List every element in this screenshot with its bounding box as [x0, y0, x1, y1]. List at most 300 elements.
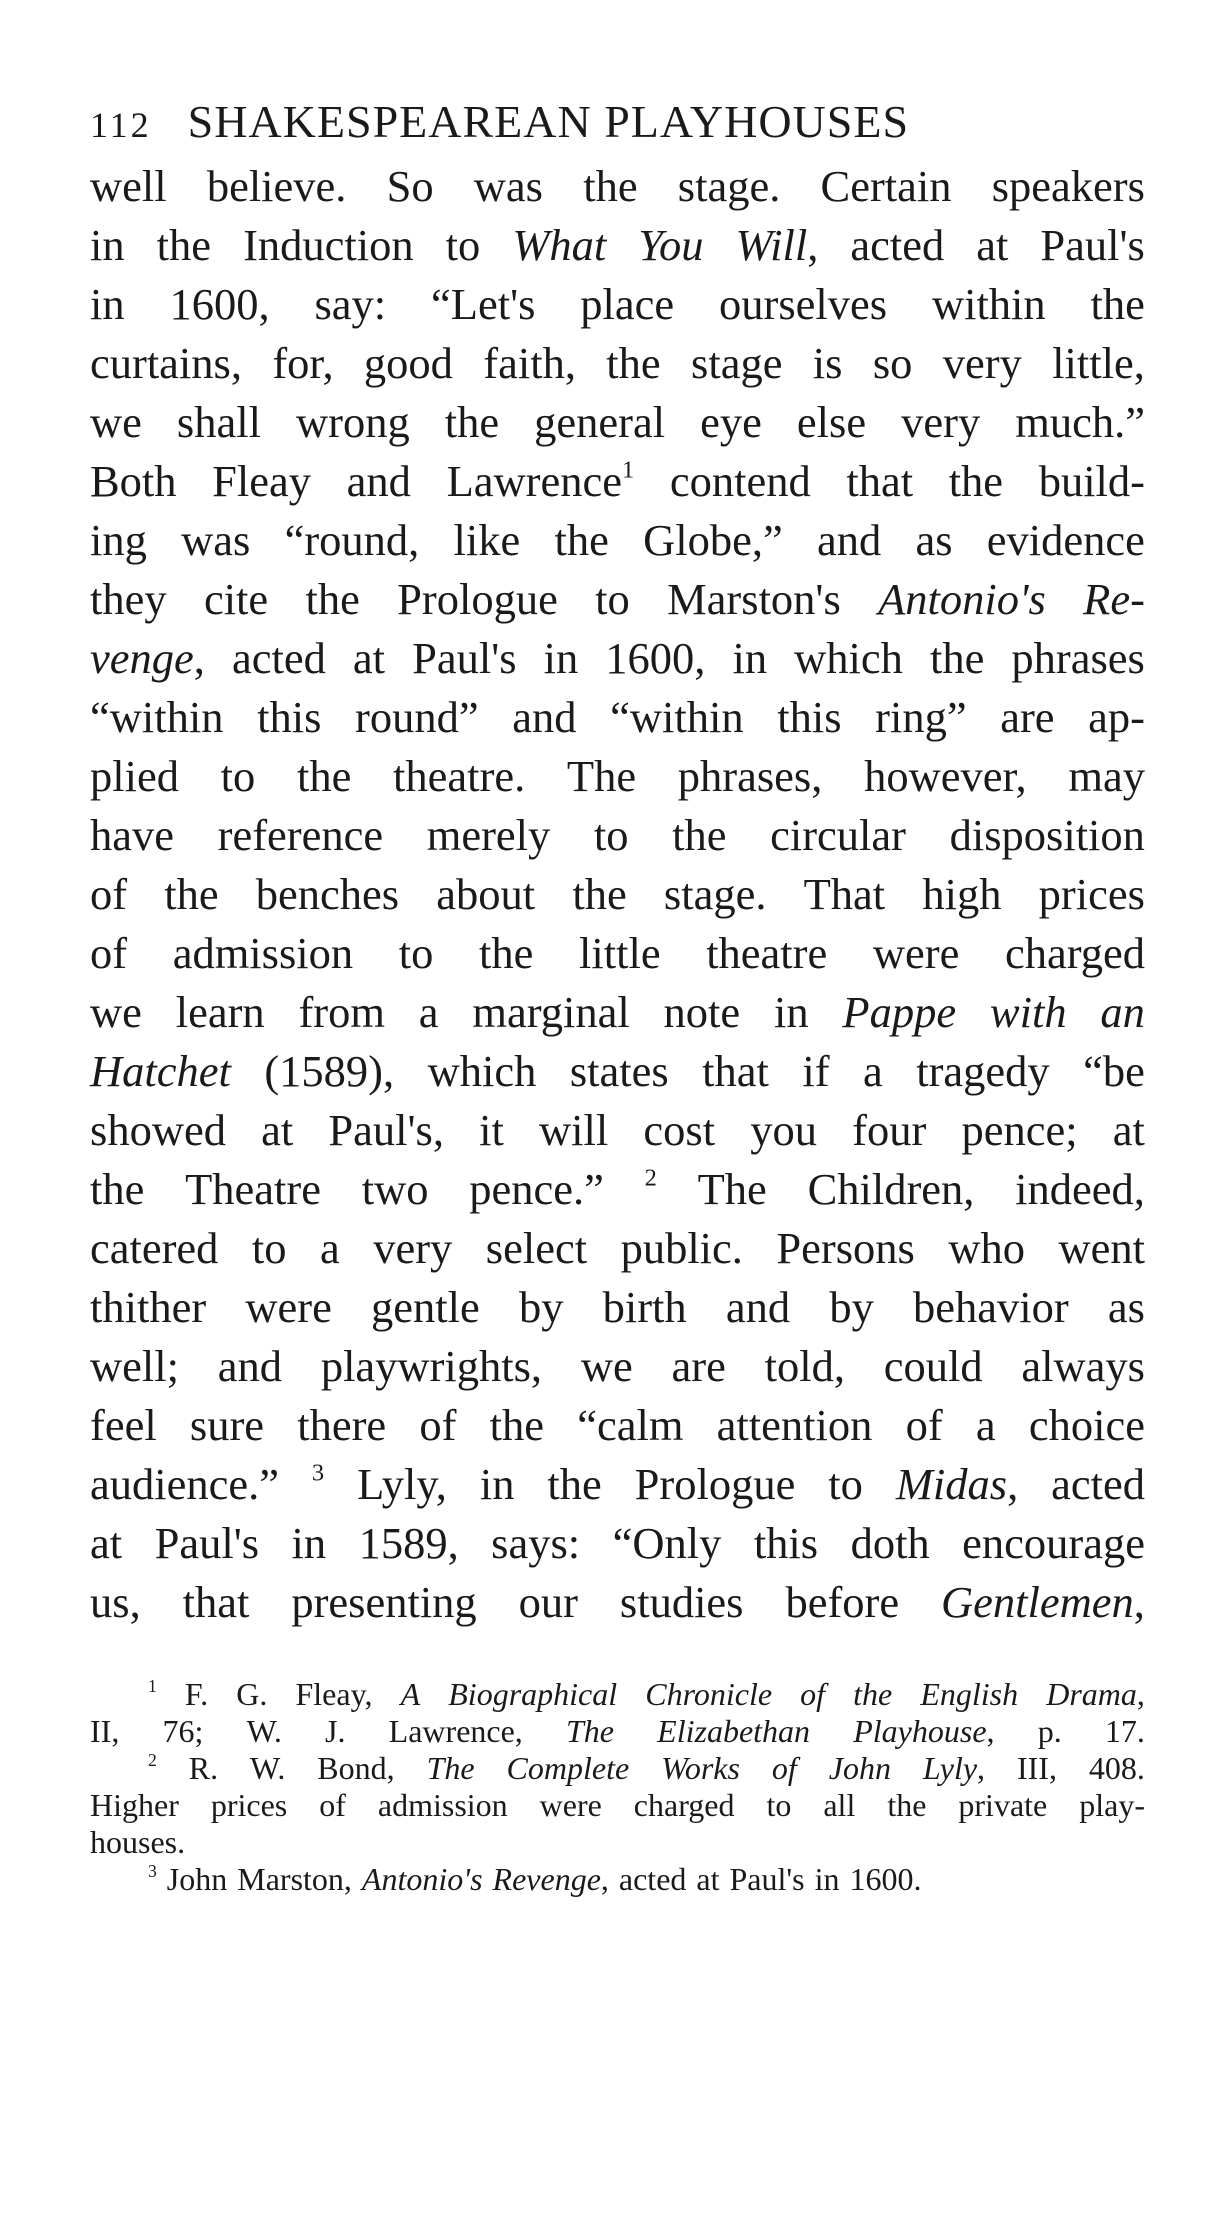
footnote-marker: 1 [621, 456, 635, 484]
word: Revenge, [492, 1861, 609, 1897]
word: public. [620, 1223, 743, 1273]
word: told, [764, 1341, 845, 1391]
word: feel [90, 1400, 157, 1450]
word: of [319, 1787, 346, 1823]
word: The [697, 1164, 767, 1214]
word [800, 1676, 825, 1713]
word: of [905, 1400, 943, 1450]
word: the [554, 515, 609, 565]
word [362, 1861, 483, 1898]
word: Paul's [1040, 220, 1145, 270]
word: the [305, 574, 360, 624]
word: to [595, 574, 630, 624]
word: Paul's [154, 1518, 260, 1568]
word: admission [377, 1787, 508, 1823]
word: John [166, 1861, 228, 1897]
word: eye [700, 397, 762, 447]
word: theatre [706, 928, 828, 978]
word [638, 216, 703, 275]
word: select [485, 1223, 588, 1273]
italic-title: Midas [895, 1459, 1008, 1509]
word [148, 1676, 157, 1713]
word [842, 983, 956, 1042]
word: Theatre [185, 1164, 321, 1214]
italic-title: Playhouse [853, 1713, 987, 1749]
italic-title: The [426, 1750, 475, 1786]
italic-title: the [853, 1676, 893, 1712]
word: Playhouse, [853, 1713, 995, 1749]
word [507, 1750, 630, 1787]
text-line [90, 865, 1145, 924]
word: F. [184, 1676, 209, 1712]
word: Fleay, [295, 1676, 373, 1712]
word: reference [217, 810, 384, 860]
italic-title: Gentlemen [941, 1577, 1134, 1627]
word: ing [90, 515, 147, 565]
word [878, 570, 1046, 629]
footnote-line [90, 1824, 1145, 1861]
word: theatre. [393, 751, 526, 801]
word: evidence [986, 515, 1145, 565]
word: the [948, 456, 1004, 506]
text-line [90, 1514, 1145, 1573]
word: private [958, 1787, 1048, 1823]
word: the [156, 220, 212, 270]
word: are [671, 1341, 726, 1391]
word: “within [610, 692, 744, 742]
word: Prologue [397, 574, 558, 624]
word [990, 983, 1067, 1042]
word: a [863, 1046, 883, 1096]
text-line [90, 1337, 1145, 1396]
italic-title: Works [661, 1750, 740, 1786]
word: of [90, 869, 128, 919]
word: so [872, 338, 913, 388]
word: a [320, 1223, 340, 1273]
word: about [436, 869, 536, 919]
word: encourage [962, 1518, 1145, 1568]
italic-title: of [800, 1676, 826, 1712]
word: disposition [949, 810, 1145, 860]
word [148, 1861, 157, 1898]
italic-title: Biographical [448, 1676, 618, 1712]
footnote-line [90, 1861, 1145, 1898]
page-number: 112 [90, 105, 152, 145]
word: we [580, 1341, 633, 1391]
italic-title: of [771, 1750, 797, 1786]
text-line [90, 629, 1145, 688]
word: have [90, 810, 175, 860]
word: 17. [1104, 1713, 1145, 1749]
word [645, 1160, 657, 1219]
word: That [803, 869, 886, 919]
word: Marston, [237, 1861, 352, 1897]
word: this [777, 692, 842, 742]
word: acted [1051, 1459, 1145, 1509]
italic-title: Antonio's [361, 1861, 483, 1897]
word: it [479, 1105, 504, 1155]
word: and [512, 692, 577, 742]
word: Paul's [729, 1861, 805, 1897]
italic-title: Chronicle [645, 1676, 773, 1712]
word: and [816, 515, 882, 565]
word: Lawrence$^1$ [446, 456, 635, 506]
word: stage [691, 338, 783, 388]
word: as [915, 515, 953, 565]
word: which [794, 633, 903, 683]
word: Lyly, [357, 1459, 447, 1509]
footnote-marker: 3 [148, 1860, 157, 1881]
word: like [453, 515, 521, 565]
word: very [373, 1223, 453, 1273]
text-line [90, 334, 1145, 393]
word: the [572, 869, 627, 919]
word: Bond, [317, 1750, 395, 1786]
word: to [766, 1787, 792, 1823]
word: at [90, 1518, 123, 1568]
word: says: [491, 1518, 581, 1568]
word: stage. [677, 161, 781, 211]
word: to [251, 1223, 287, 1273]
word: pence.” [469, 1164, 604, 1214]
footnote-marker: 1 [148, 1675, 157, 1696]
word: two [361, 1164, 429, 1214]
word: curtains, [90, 338, 242, 388]
word: to [398, 928, 434, 978]
italic-title: Pappe [842, 987, 957, 1037]
word: (1589), [264, 1046, 395, 1096]
word: Gentlemen, [941, 1577, 1145, 1627]
word: the [887, 1787, 927, 1823]
word: very [942, 338, 1022, 388]
word: else [796, 397, 867, 447]
word: went [1058, 1223, 1145, 1273]
word: place [580, 279, 675, 329]
word: in [732, 633, 768, 683]
word: are [1000, 692, 1055, 742]
word: round” [355, 692, 479, 742]
word: prices [1038, 869, 1145, 919]
word: four [852, 1105, 927, 1155]
word: the [672, 810, 727, 860]
italic-title: Complete [506, 1750, 630, 1786]
word: Midas, [895, 1459, 1019, 1509]
footnote-line [90, 1787, 1145, 1824]
word: speakers [991, 161, 1145, 211]
word: will [539, 1105, 609, 1155]
footnote-marker: 2 [148, 1749, 157, 1770]
word: cite [203, 574, 269, 624]
word: benches [255, 869, 400, 919]
word [148, 1750, 157, 1787]
word: admission [172, 928, 354, 978]
word: well; [90, 1341, 179, 1391]
book-page [90, 95, 1145, 1898]
word: Induction [243, 220, 414, 270]
text-line [90, 275, 1145, 334]
word: much.” [1015, 397, 1145, 447]
word: circular [770, 810, 906, 860]
word: our [518, 1577, 578, 1627]
word: was [181, 515, 251, 565]
word: the [90, 1164, 145, 1214]
word [920, 1676, 1018, 1713]
word: states [569, 1046, 669, 1096]
word: at [261, 1105, 294, 1155]
word: is [812, 338, 843, 388]
italic-title: Lyly [922, 1750, 978, 1786]
word: you [750, 1105, 818, 1155]
word: were [245, 1282, 332, 1332]
word: Lawrence, [388, 1713, 523, 1749]
word [661, 1750, 740, 1787]
word: the [296, 751, 352, 801]
italic-title: What [512, 220, 607, 270]
word: birth [602, 1282, 687, 1332]
word: build- [1038, 456, 1145, 506]
word: at [352, 633, 386, 683]
word: R. [188, 1750, 219, 1786]
word: marginal [472, 987, 630, 1037]
footnote-line [90, 1713, 1145, 1750]
word: plied [90, 751, 179, 801]
word: showed [90, 1105, 226, 1155]
word: play- [1079, 1787, 1145, 1823]
italic-title: Re- [1083, 574, 1145, 624]
word: “Let's [431, 279, 536, 329]
word: doth [850, 1518, 930, 1568]
word: as [1107, 1282, 1145, 1332]
word: attention [716, 1400, 873, 1450]
word: ap- [1088, 692, 1145, 742]
word: Children, [807, 1164, 975, 1214]
word: “calm [577, 1400, 684, 1450]
running-title: SHAKESPEAREAN PLAYHOUSES [187, 96, 910, 147]
italic-title: Hatchet [90, 1046, 231, 1096]
word: little [579, 928, 661, 978]
word [401, 1676, 421, 1713]
word: Fleay [212, 456, 312, 506]
footnote-line [90, 1676, 1145, 1713]
text-line [90, 1396, 1145, 1455]
italic-title: Drama [1046, 1676, 1137, 1712]
word: charged [1004, 928, 1145, 978]
word: within [931, 279, 1046, 329]
italic-title: Revenge [492, 1861, 601, 1897]
word: ring” [875, 692, 967, 742]
word: “round, [284, 515, 420, 565]
text-line [90, 747, 1145, 806]
text-line [90, 1573, 1145, 1632]
word: say: [314, 279, 387, 329]
footnote-line [90, 1750, 1145, 1787]
word: this [753, 1518, 819, 1568]
text-line [90, 393, 1145, 452]
word: faith, [483, 338, 576, 388]
word: and [725, 1282, 791, 1332]
word: Paul's [412, 633, 517, 683]
word [566, 1713, 614, 1750]
word: Paul's, [328, 1105, 444, 1155]
word: to [220, 751, 256, 801]
word: and [217, 1341, 283, 1391]
word: III, [1016, 1750, 1057, 1786]
word: believe. [206, 161, 347, 211]
word: the [489, 1400, 545, 1450]
word: in [90, 220, 125, 270]
text-line [90, 157, 1145, 216]
word: general [534, 397, 666, 447]
footnote-marker: 3 [311, 1459, 325, 1487]
word: venge, [90, 633, 205, 683]
word: II, [90, 1713, 120, 1749]
word [772, 1750, 797, 1787]
word: little, [1052, 338, 1145, 388]
word: by [518, 1282, 564, 1332]
word: Higher [90, 1787, 179, 1823]
word: by [829, 1282, 874, 1332]
word: Lyly, [922, 1750, 986, 1786]
word: W. [246, 1713, 282, 1749]
word: 1600. [849, 1861, 922, 1897]
word: we [90, 987, 142, 1037]
running-head [90, 95, 1145, 155]
word: behavior [913, 1282, 1069, 1332]
word: shall [176, 397, 261, 447]
text-line [90, 570, 1145, 629]
word: Both [90, 456, 177, 506]
word: Prologue [634, 1459, 796, 1509]
word: well [90, 161, 167, 211]
word: Certain [820, 161, 952, 211]
word: p. [1037, 1713, 1062, 1749]
word: the [547, 1459, 602, 1509]
word: a [975, 1400, 996, 1450]
word: were [539, 1787, 602, 1823]
word: Persons [776, 1223, 915, 1273]
word: was [473, 161, 544, 211]
word: wrong [296, 397, 410, 447]
word: prices [210, 1787, 288, 1823]
word: to [593, 810, 629, 860]
italic-title: John [828, 1750, 891, 1786]
word: for, [272, 338, 334, 388]
word: choice [1028, 1400, 1145, 1450]
word: 1589, [358, 1518, 459, 1568]
word: studies [619, 1577, 744, 1627]
word: 76; [162, 1713, 204, 1749]
word: W. [250, 1750, 286, 1786]
word: of [419, 1400, 457, 1450]
word [1100, 983, 1145, 1042]
word [512, 216, 606, 275]
italic-title: The [565, 1713, 614, 1749]
word: note [663, 987, 741, 1037]
word: charged [633, 1787, 735, 1823]
text-line [90, 511, 1145, 570]
word: and [346, 456, 411, 506]
word [312, 1455, 324, 1514]
text-line [90, 806, 1145, 865]
italic-title: with [989, 987, 1067, 1037]
word: phrases [1011, 633, 1145, 683]
word: contend [669, 456, 811, 506]
word: in [291, 1518, 327, 1568]
word: before [785, 1577, 900, 1627]
word: phrases, [677, 751, 823, 801]
word: however, [864, 751, 1027, 801]
word: were [872, 928, 960, 978]
text-line [90, 1455, 1145, 1514]
italic-title: A [400, 1676, 421, 1712]
text-line [90, 452, 1145, 511]
word: that [182, 1577, 250, 1627]
word: cost [643, 1105, 716, 1155]
word: Globe,” [643, 515, 783, 565]
text-line [90, 924, 1145, 983]
word: the [164, 869, 219, 919]
word [1083, 570, 1145, 629]
word: who [948, 1223, 1025, 1273]
word: houses. [90, 1824, 186, 1860]
body-text [90, 157, 1145, 1632]
word: J. [325, 1713, 346, 1749]
text-line [90, 1042, 1145, 1101]
word: 408. [1088, 1750, 1145, 1786]
word: the [444, 397, 500, 447]
text-line [90, 1101, 1145, 1160]
word: G. [236, 1676, 268, 1712]
word: tragedy [916, 1046, 1050, 1096]
word: high [922, 869, 1002, 919]
word: which [427, 1046, 537, 1096]
word: the [606, 338, 661, 388]
word: very [901, 397, 981, 447]
italic-title: You [638, 220, 704, 270]
text-line [90, 688, 1145, 747]
word: audience.” [90, 1459, 279, 1509]
word: in [543, 633, 579, 683]
word: indeed, [1015, 1164, 1145, 1214]
text-line [90, 1278, 1145, 1337]
text-line [90, 1160, 1145, 1219]
text-line [90, 983, 1145, 1042]
italic-title: venge [90, 633, 194, 683]
word: The [566, 751, 637, 801]
word: 1600, [605, 633, 706, 683]
word: they [90, 574, 167, 624]
footnote-marker: 2 [644, 1164, 657, 1192]
word: a [418, 987, 439, 1037]
word [657, 1713, 810, 1750]
word: 1600, [169, 279, 270, 329]
word: acted [850, 220, 945, 270]
word [427, 1750, 475, 1787]
word: the [929, 633, 985, 683]
word: stage. [663, 869, 767, 919]
word: acted [618, 1861, 687, 1897]
word: to [828, 1459, 863, 1509]
word [448, 1676, 617, 1713]
word: from [298, 987, 385, 1037]
word: the [1090, 279, 1145, 329]
word [829, 1750, 891, 1787]
italic-title: Antonio's [878, 574, 1046, 624]
word: Will, [735, 220, 819, 270]
word: all [823, 1787, 856, 1823]
word: in [773, 987, 809, 1037]
word [90, 1042, 231, 1101]
